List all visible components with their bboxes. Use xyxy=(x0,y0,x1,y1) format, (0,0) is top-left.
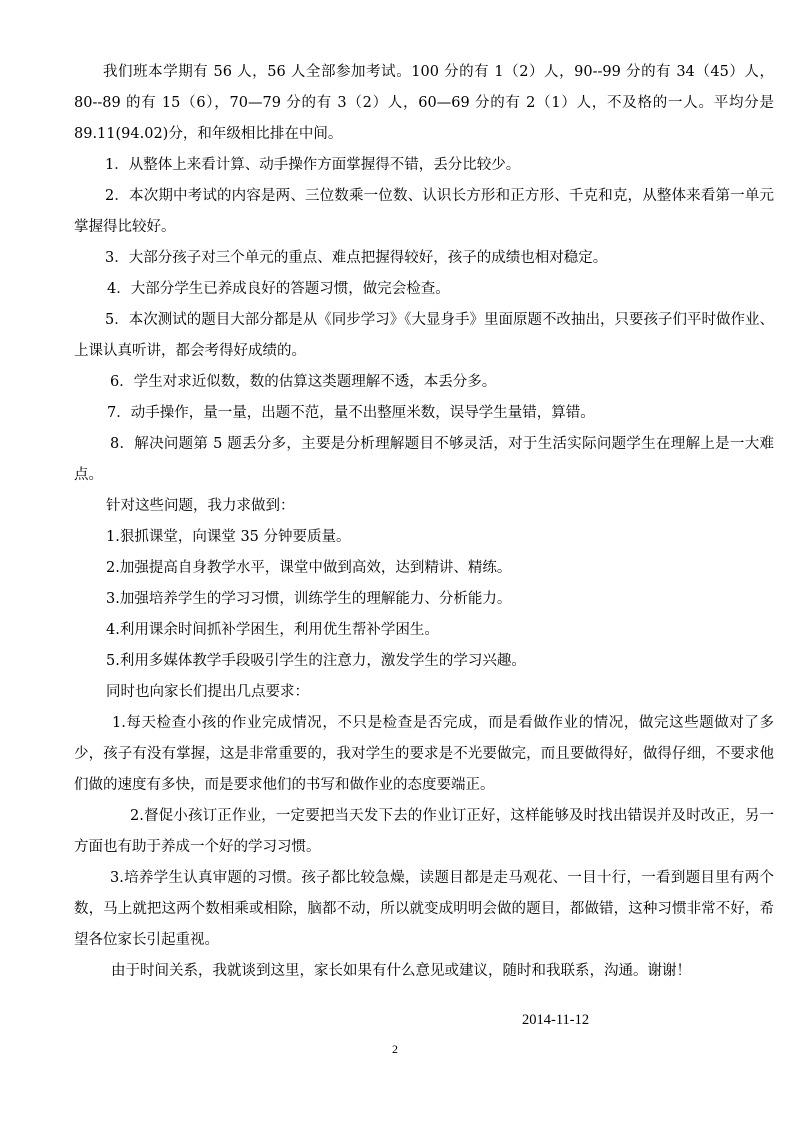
measure-4: 4.利用课余时间抓补学困生，利用优生帮补学困生。 xyxy=(106,622,439,638)
measure-1: 1.狠抓课堂，向课堂 35 分钟要质量。 xyxy=(106,529,351,545)
measures-heading: 针对这些问题，我力求做到： xyxy=(106,498,295,514)
closing-paragraph: 由于时间关系，我就谈到这里，家长如果有什么意见或建议，随时和我联系，沟通。谢谢！ xyxy=(111,963,691,979)
finding-3: 3．大部分孩子对三个单元的重点、难点把握得较好，孩子的成绩也相对稳定。 xyxy=(105,250,608,266)
measure-5: 5.利用多媒体教学手段吸引学生的注意力，激发学生的学习兴趣。 xyxy=(106,653,526,669)
finding-7: 7．动手操作，量一量，出题不范，量不出整厘米数，误导学生量错，算错。 xyxy=(107,405,595,421)
finding-1: 1．从整体上来看计算、动手操作方面掌握得不错，丢分比较少。 xyxy=(105,157,521,173)
document-date: 2014-11-12 xyxy=(522,1012,590,1028)
finding-5: 5．本次测试的题目大部分都是从《同步学习》《大显身手》里面原题不改抽出，只要孩子们平时做作业、上课认真听讲，都会考得好成绩的。 xyxy=(74,312,774,359)
finding-8: 8．解决问题第 5 题丢分多，主要是分析理解题目不够灵活，对于生活实际问题学生在理解上是一大难点。 xyxy=(74,436,774,483)
document-body xyxy=(74,57,774,987)
parent-request-1: 1.每天检查小孩的作业完成情况，不只是检查是否完成，而是看做作业的情况，做完这些题做对了多少，孩子有没有掌握，这是非常重要的，我对学生的要求是不光要做完，而且要做得好，做得仔细，不要求他们做的速度有多快，而是要求他们的书写和做作业的态度要端正。 xyxy=(74,715,774,793)
parent-requests-heading: 同时也向家长们提出几点要求： xyxy=(106,684,309,700)
finding-2: 2．本次期中考试的内容是两、三位数乘一位数、认识长方形和正方形、千克和克，从整体来看第一单元掌握得比较好。 xyxy=(74,188,774,235)
intro-paragraph: 我们班本学期有 56 人，56 人全部参加考试。100 分的有 1（2）人，90--99 分的有 34（45）人，80--89 的有 15（6），70—79 分的有 3（2）人，60—69 分的有 2（1）人，不及格的一人。平均分是 89.11(94.02)分，和年级相比排在中间。 xyxy=(74,64,774,142)
page-number: 2 xyxy=(392,1042,398,1056)
parent-request-3: 3.培养学生认真审题的习惯。孩子都比较急燥，读题目都是走马观花、一目十行，一看到题目里有两个数，马上就把这两个数相乘或相除，脑都不动，所以就变成明明会做的题目，都做错，这种习惯非常不好，希望各位家长引起重视。 xyxy=(74,870,774,948)
finding-6: 6．学生对求近似数，数的估算这类题理解不透，本丢分多。 xyxy=(110,374,497,390)
measure-3: 3.加强培养学生的学习习惯，训练学生的理解能力、分析能力。 xyxy=(106,591,512,607)
parent-request-2: 2.督促小孩订正作业，一定要把当天发下去的作业订正好，这样能够及时找出错误并及时改正，另一方面也有助于养成一个好的学习习惯。 xyxy=(74,808,774,855)
measure-2: 2.加强提高自身教学水平，课堂中做到高效，达到精讲、精练。 xyxy=(106,560,512,576)
finding-4: 4．大部分学生已养成良好的答题习惯，做完会检查。 xyxy=(107,281,450,297)
